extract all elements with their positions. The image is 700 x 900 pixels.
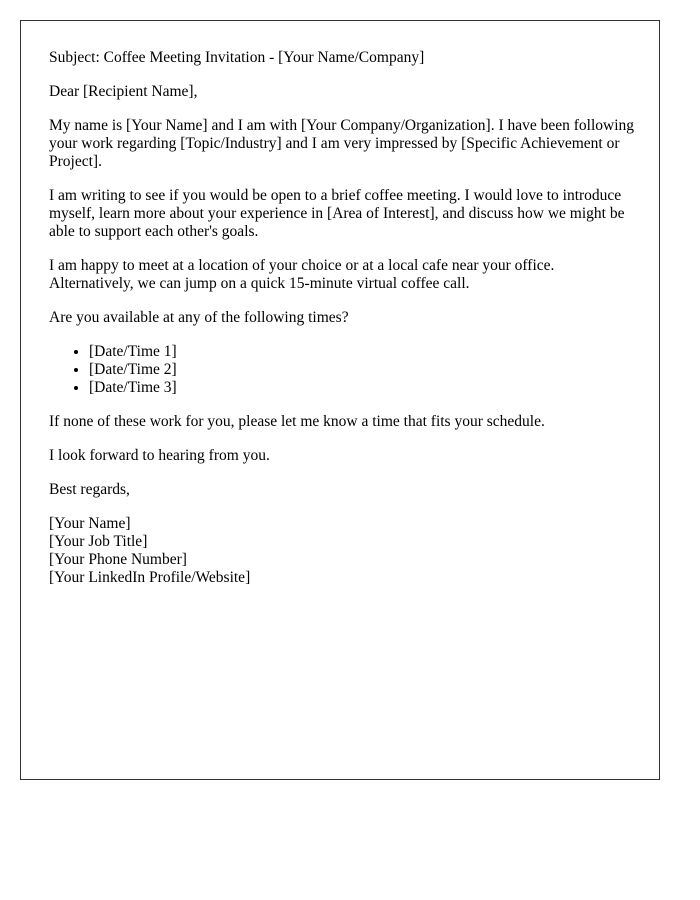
available-times-list (49, 343, 639, 397)
letter-paragraph-request: I am writing to see if you would be open to a brief coffee meeting. I would love to introduce myself, learn more about your experience in [Area of Interest], and discuss how we might be able to support each other's goals. (49, 187, 625, 240)
letter-paragraph-followup: If none of these work for you, please let me know a time that fits your schedule. (49, 413, 545, 430)
letter-signoff: Best regards, (49, 481, 130, 498)
letter-subject: Subject: Coffee Meeting Invitation - [Your Name/Company] (49, 49, 425, 66)
letter-closing-line: I look forward to hearing from you. (49, 447, 270, 464)
signature-phone: [Your Phone Number] (49, 551, 187, 568)
letter-page (20, 20, 660, 780)
signature-job-title: [Your Job Title] (49, 533, 148, 550)
letter-paragraph-availability: Are you available at any of the following times? (49, 309, 349, 326)
letter-paragraph-intro: My name is [Your Name] and I am with [Your Company/Organization]. I have been following your work regarding [Topic/Industry] and I am very impressed by [Specific Achievement or Project]. (49, 117, 635, 170)
list-item: • [Date/Time 2] (89, 361, 639, 379)
signature-name: [Your Name] (49, 515, 131, 532)
letter-greeting: Dear [Recipient Name], (49, 83, 198, 100)
letter-body (49, 49, 639, 603)
signature-block (49, 515, 639, 587)
list-item: • [Date/Time 1] (89, 343, 639, 361)
letter-paragraph-location: I am happy to meet at a location of your choice or at a local cafe near your office. Alternatively, we can jump on a quick 15-minute virtual coffee call. (49, 257, 555, 292)
list-item: • [Date/Time 3] (89, 379, 639, 397)
signature-profile: [Your LinkedIn Profile/Website] (49, 569, 251, 586)
